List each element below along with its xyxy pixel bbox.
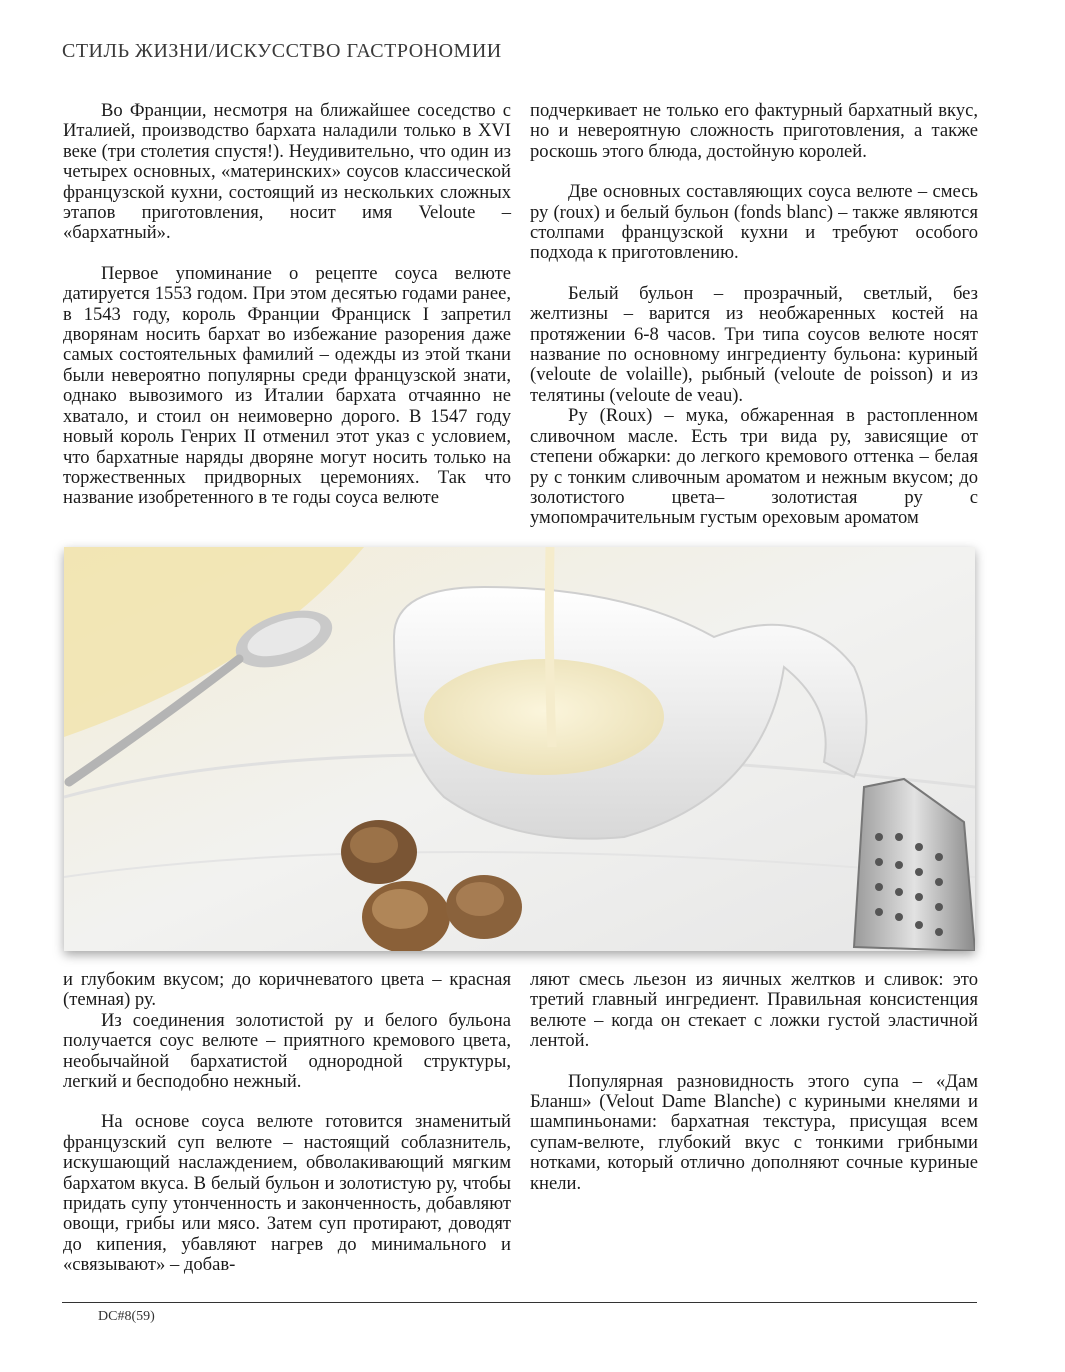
paragraph: ляют смесь льезон из яичных желтков и сливок: это третий главный ингредиент. Правильная консистенция велюте – когда он стекает с ложки густой эластичной лентой. [530,969,978,1052]
paragraph: Белый бульон – прозрачный, светлый, без желтизны – варится из необжаренных костей на протяжении 6-8 часов. Три типа соусов велюте носят название по основному ингредиенту бульона: куриный (veloute de volaille), рыбный (veloute de poisson) и из телятины (veloute de veau). [530,282,978,406]
paragraph: На основе соуса велюте готовится знаменитый французский суп велюте – настоящий соблазнитель, искушающий наслаждением, обволакивающий мягким бархатом вкуса. В белый бульон и золотистую ру, чтобы придать супу утонченность и законченность, добавляют овощи, грибы или мясо. Затем суп протирают, доводят до кипения, убавляют нагрев до минимального и «связывают» – добав- [63,1111,511,1276]
paragraph: Первое упоминание о рецепте соуса велюте датируется 1553 годом. При этом десятью годами ранее, в 1543 году, король Франции Франциск I запретил дворянам носить бархат во избежание разорения даже самых состоятельных фамилий – одежды из этой ткани были невероятно популярны среди французской знати, однако вывозимого из Италии бархата отчаянно не хватало, и стоил он неимоверно дорого. В 1547 году новый король Генрих II отменил этот указ с условием, что бархатные наряды дворяне могут носить только на торжественных придворных церемониях. Так что название изобретенного в те годы соуса велюте [63,262,511,509]
paragraph: Из соединения золотистой ру и белого бульона получается соус велюте – приятного кремового цвета, необычайной бархатистой однородной структуры, легкий и бесподобно нежный. [63,1009,511,1093]
text-column-3 [63,970,511,1276]
paragraph: и глубоким вкусом; до коричневатого цвета – красная (темная) ру. [63,969,511,1011]
subsection-title: /ИСКУССТВО ГАСТРОНОМИИ [208,40,502,62]
section-header [62,40,502,63]
footer-divider [62,1302,977,1303]
text-column-2 [530,101,978,529]
text-column-4 [530,970,978,1194]
paragraph: Во Франции, несмотря на ближайшее соседство с Италией, производство бархата наладили только в XVI веке (три столетия спустя!). Неудивительно, что один из четырех основных, «материнских» соусов классической французской кухни, состоящий из нескольких сложных этапов приготовления, носит имя Veloute – «бархатный». [63,100,511,244]
paragraph: Ру (Roux) – мука, обжаренная в растопленном сливочном масле. Есть три вида ру, зависящие от степени обжарки: до легкого кремового оттенка – белая ру с тонким сливочным ароматом и нежным вкусом; до золотистого цвета– золотистая ру с умопомрачительным густым ореховым ароматом [530,405,978,529]
veloute-photo [64,547,975,951]
paragraph: Две основных составляющих соуса велюте – смесь ру (roux) и белый бульон (fonds blanc) – также являются столпами французской кухни и требуют особого подхода к приготовлению. [530,181,978,264]
text-column-1 [63,101,511,509]
paragraph: Популярная разновидность этого супа – «Дам Бланш» (Velout Dame Blanche) с куриными кнелями и шампиньонами: бархатная текстура, присущая всем супам-велюте, глубокий вкус с тонкими грибными нотками, который отлично дополняют сочные куриные кнели. [530,1070,978,1194]
section-title: СТИЛЬ ЖИЗНИ [62,40,209,62]
paragraph: подчеркивает не только его фактурный бархатный вкус, но и невероятную сложность приготовления, а также роскошь этого блюда, достойную королей. [530,100,978,162]
issue-number: DC#8(59) [98,1309,155,1324]
